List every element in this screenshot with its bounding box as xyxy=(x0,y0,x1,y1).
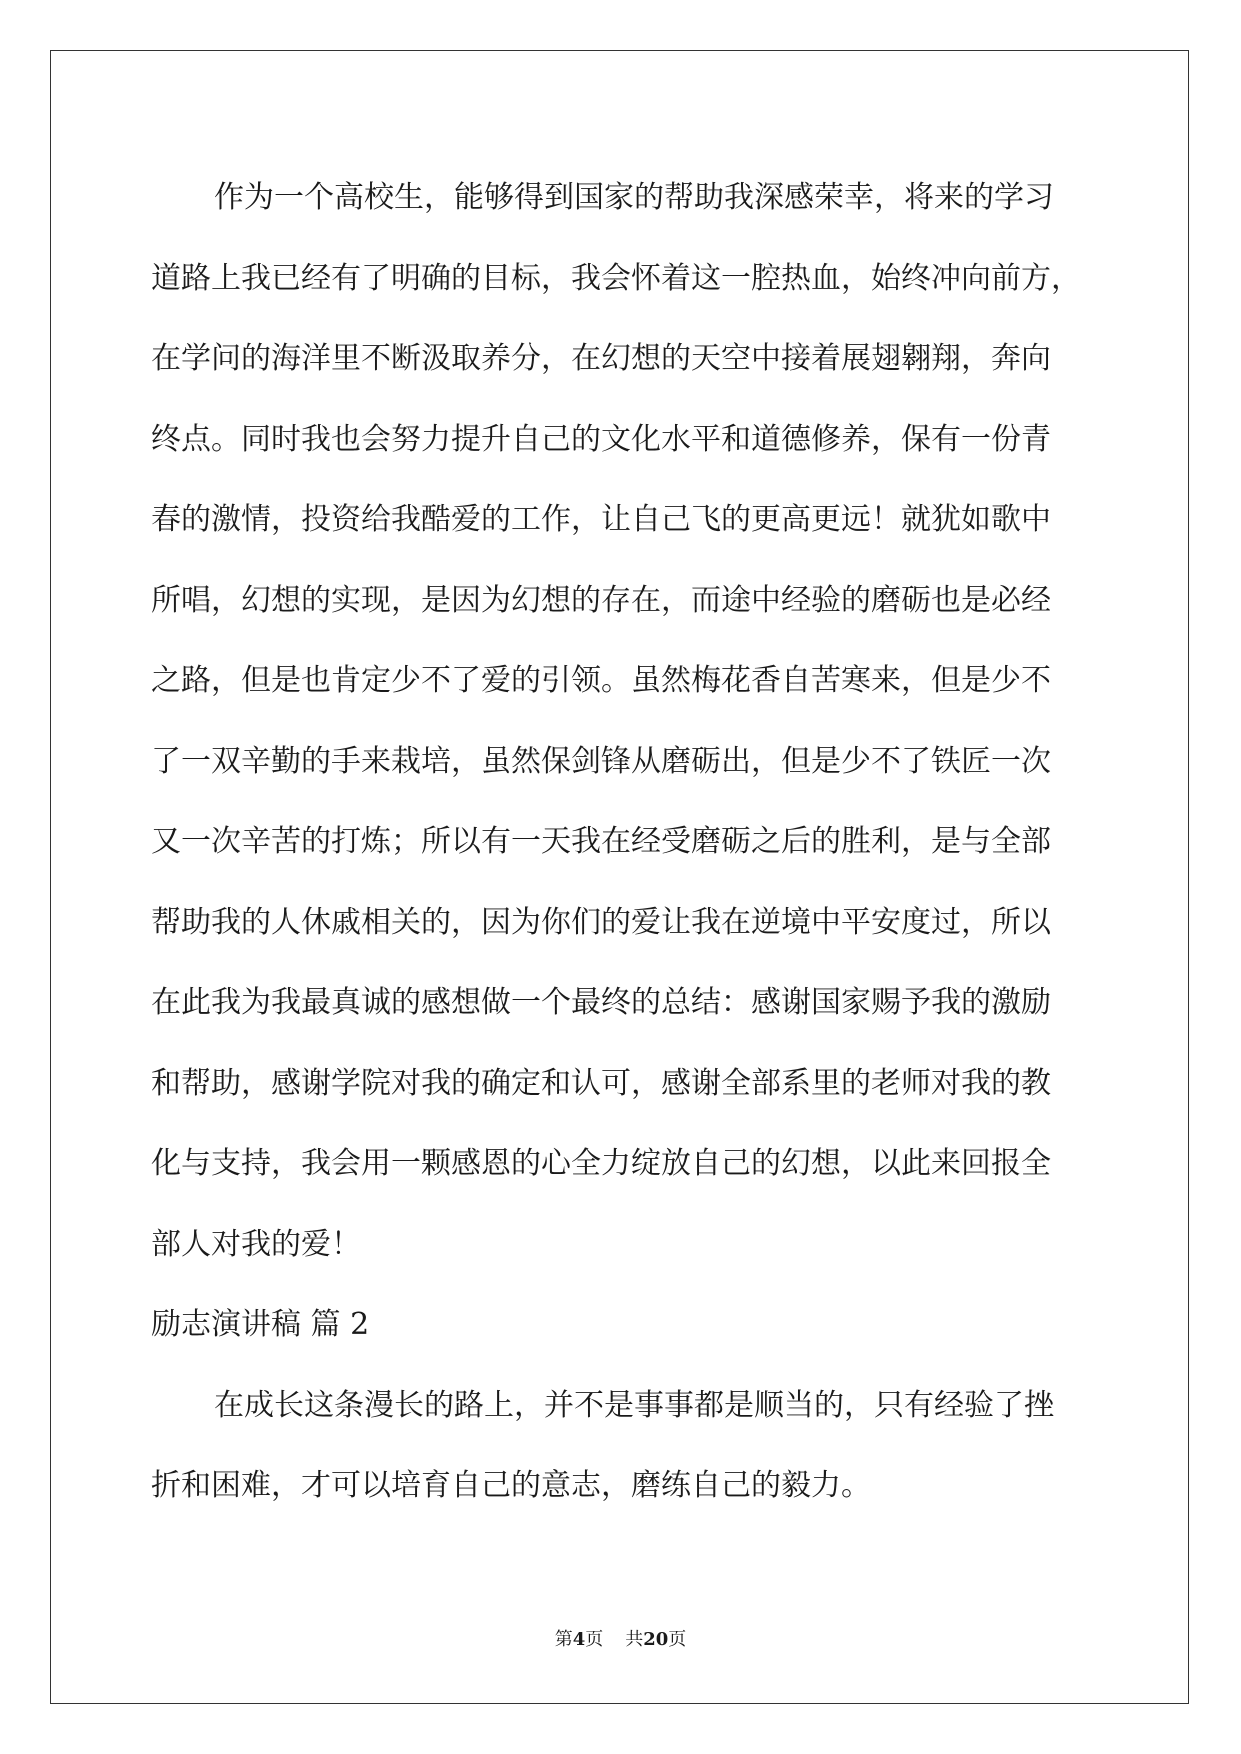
text-line: 之路，但是也肯定少不了爱的引领。虽然梅花香自苦寒来，但是少不 xyxy=(151,663,1051,698)
text-line: 又一次辛苦的打炼；所以有一天我在经受磨砺之后的胜利，是与全部 xyxy=(151,824,1051,859)
text-line: 所唱，幻想的实现，是因为幻想的存在，而途中经验的磨砺也是必经 xyxy=(151,582,1051,618)
text-line: 化与支持，我会用一颗感恩的心全力绽放自己的幻想，以此来回报全 xyxy=(151,1146,1051,1181)
text-line: 春的激情，投资给我酷爱的工作，让自己飞的更高更远！就犹如歌中 xyxy=(151,502,1051,537)
text-line: 道路上我已经有了明确的目标，我会怀着这一腔热血，始终冲向前方， xyxy=(151,260,1081,296)
text-line: 折和困难，才可以培育自己的意志，磨练自己的毅力。 xyxy=(151,1468,871,1503)
text-line: 在学问的海洋里不断汲取养分，在幻想的天空中接着展翅翱翔，奔向 xyxy=(151,341,1051,376)
text-line: 和帮助，感谢学院对我的确定和认可，感谢全部系里的老师对我的教 xyxy=(151,1065,1051,1101)
page-label-suffix: 页 xyxy=(585,1629,604,1650)
text-line: 终点。同时我也会努力提升自己的文化水平和道德修养，保有一份青 xyxy=(151,421,1051,457)
paragraph-1 xyxy=(151,158,1101,1285)
section-heading: 励志演讲稿 篇 2 xyxy=(151,1307,370,1342)
page-number: 4 xyxy=(572,1629,586,1650)
text-line: 部人对我的爱！ xyxy=(151,1226,361,1262)
page-label-prefix: 第 xyxy=(554,1629,573,1650)
text-line: 在此我为我最真诚的感想做一个最终的总结：感谢国家赐予我的激励 xyxy=(151,985,1051,1020)
total-label-suffix: 页 xyxy=(668,1629,687,1650)
text-line: 帮助我的人休戚相关的，因为你们的爱让我在逆境中平安度过，所以 xyxy=(151,904,1051,940)
text-line: 作为一个高校生，能够得到国家的帮助我深感荣幸，将来的学习 xyxy=(214,180,1054,215)
paragraph-2 xyxy=(151,1366,1101,1527)
total-pages: 20 xyxy=(643,1629,669,1650)
total-label-prefix: 共 xyxy=(625,1629,644,1650)
document-body xyxy=(151,158,1101,1527)
text-line: 了一双辛勤的手来栽培，虽然保剑锋从磨砺出，但是少不了铁匠一次 xyxy=(151,743,1051,779)
text-line: 在成长这条漫长的路上，并不是事事都是顺当的，只有经验了挫 xyxy=(214,1387,1054,1423)
page-footer xyxy=(0,1628,1241,1652)
